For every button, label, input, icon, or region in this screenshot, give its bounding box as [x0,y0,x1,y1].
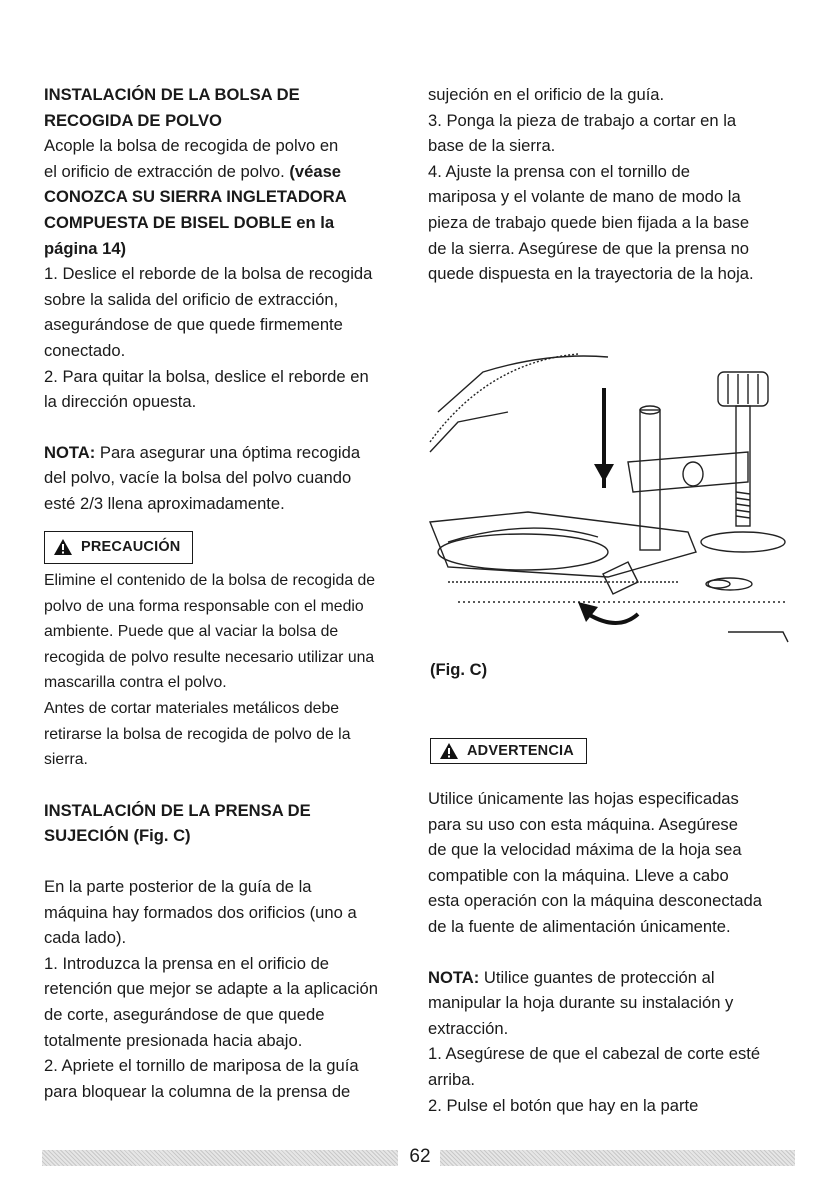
hoja-step-1: 1. Asegúrese de que el cabezal de corte esté arriba. [428,1044,761,1089]
prensa-step-3: 3. Ponga la pieza de trabajo a cortar en la base de la sierra. [428,110,737,156]
advertencia-container [430,738,587,765]
prensa-step-4: 4. Ajuste la prensa con el tornillo de mariposa y el volante de mano de modo la pieza de trabajo quede bien fijada a la base de la sierra. Asegúrese de que la prensa no quede dispuesta en la trayectoria de la hoja. [428,161,754,284]
nota-guantes: NOTA: Utilice guantes de protección al manipular la hoja durante su instalación y extracción. [428,967,734,1038]
prensa-intro: En la parte posterior de la guía de la máquina hay formados dos orificios (uno a cada lado). [44,877,357,948]
right-column-top [428,82,803,287]
continued-line: sujeción en el orificio de la guía. [428,85,665,104]
hoja-step-2: 2. Pulse el botón que hay en la parte [428,1095,699,1115]
rotation-arrow-icon [578,602,638,623]
section-heading-prensa: INSTALACIÓN DE LA PRENSA DE SUJECIÓN (Fig. C) [44,800,311,846]
figure-caption: (Fig. C) [430,660,488,679]
page-footer [0,1146,838,1170]
precaucion-text: Elimine el contenido de la bolsa de recogida de polvo de una forma responsable con el medio ambiente. Puede que al vaciar la bolsa de recogida de polvo resulte necesario utilizar una mascarilla contra el polvo. Antes de cortar materiales metálicos debe retirarse la bolsa de recogida de polvo de la sierra. [44,572,376,769]
footer-bar-left [42,1150,398,1166]
prensa-step-1: 1. Introduzca la prensa en el orificio de retención que mejor se adapte a la aplicación de corte, asegurándose de que quede totalmente presionada hacia abajo. [44,953,378,1050]
section-heading-bolsa: INSTALACIÓN DE LA BOLSA DE RECOGIDA DE POLVO [44,85,300,130]
step-1-bolsa: 1. Deslice el reborde de la bolsa de recogida sobre la salida del orificio de extracción, asegurándose de que quede firmemente conectado. [44,264,373,360]
precaucion-label-box [44,531,193,565]
figure-c-clamp-illustration [428,352,798,652]
step-2-bolsa: 2. Para quitar la bolsa, deslice el reborde en la dirección opuesta. [44,366,369,412]
clamp-drawing [428,352,798,652]
advertencia-label: ADVERTENCIA [467,743,574,759]
prensa-step-2: 2. Apriete el tornillo de mariposa de la guía para bloquear la columna de la prensa de [44,1056,359,1101]
warning-triangle-icon [439,742,459,760]
right-column-bottom [428,786,803,1118]
advertencia-label-box [430,738,587,764]
precaucion-label: PRECAUCIÓN [81,538,181,555]
intro-paragraph: Acople la bolsa de recogida de polvo en el orificio de extracción de polvo. (véase CONOZCA SU SIERRA INGLETADORA COMPUESTA DE BISEL DOBLE en la página 14) [44,136,347,258]
nota-paragraph: NOTA: Para asegurar una óptima recogida del polvo, vacíe la bolsa del polvo cuando esté 2/3 llena aproximadamente. [44,442,361,513]
advertencia-text: Utilice únicamente las hojas especificadas para su uso con esta máquina. Asegúrese de que la velocidad máxima de la hoja sea compatible con la máquina. Lleve a cabo esta operación con la máquina desconectada de la fuente de alimentación únicamente. [428,789,762,936]
page-number: 62 [409,1146,431,1167]
left-column [44,82,414,1104]
down-arrow-icon [594,388,614,488]
footer-bar-right [440,1150,795,1166]
warning-triangle-icon [53,538,73,556]
